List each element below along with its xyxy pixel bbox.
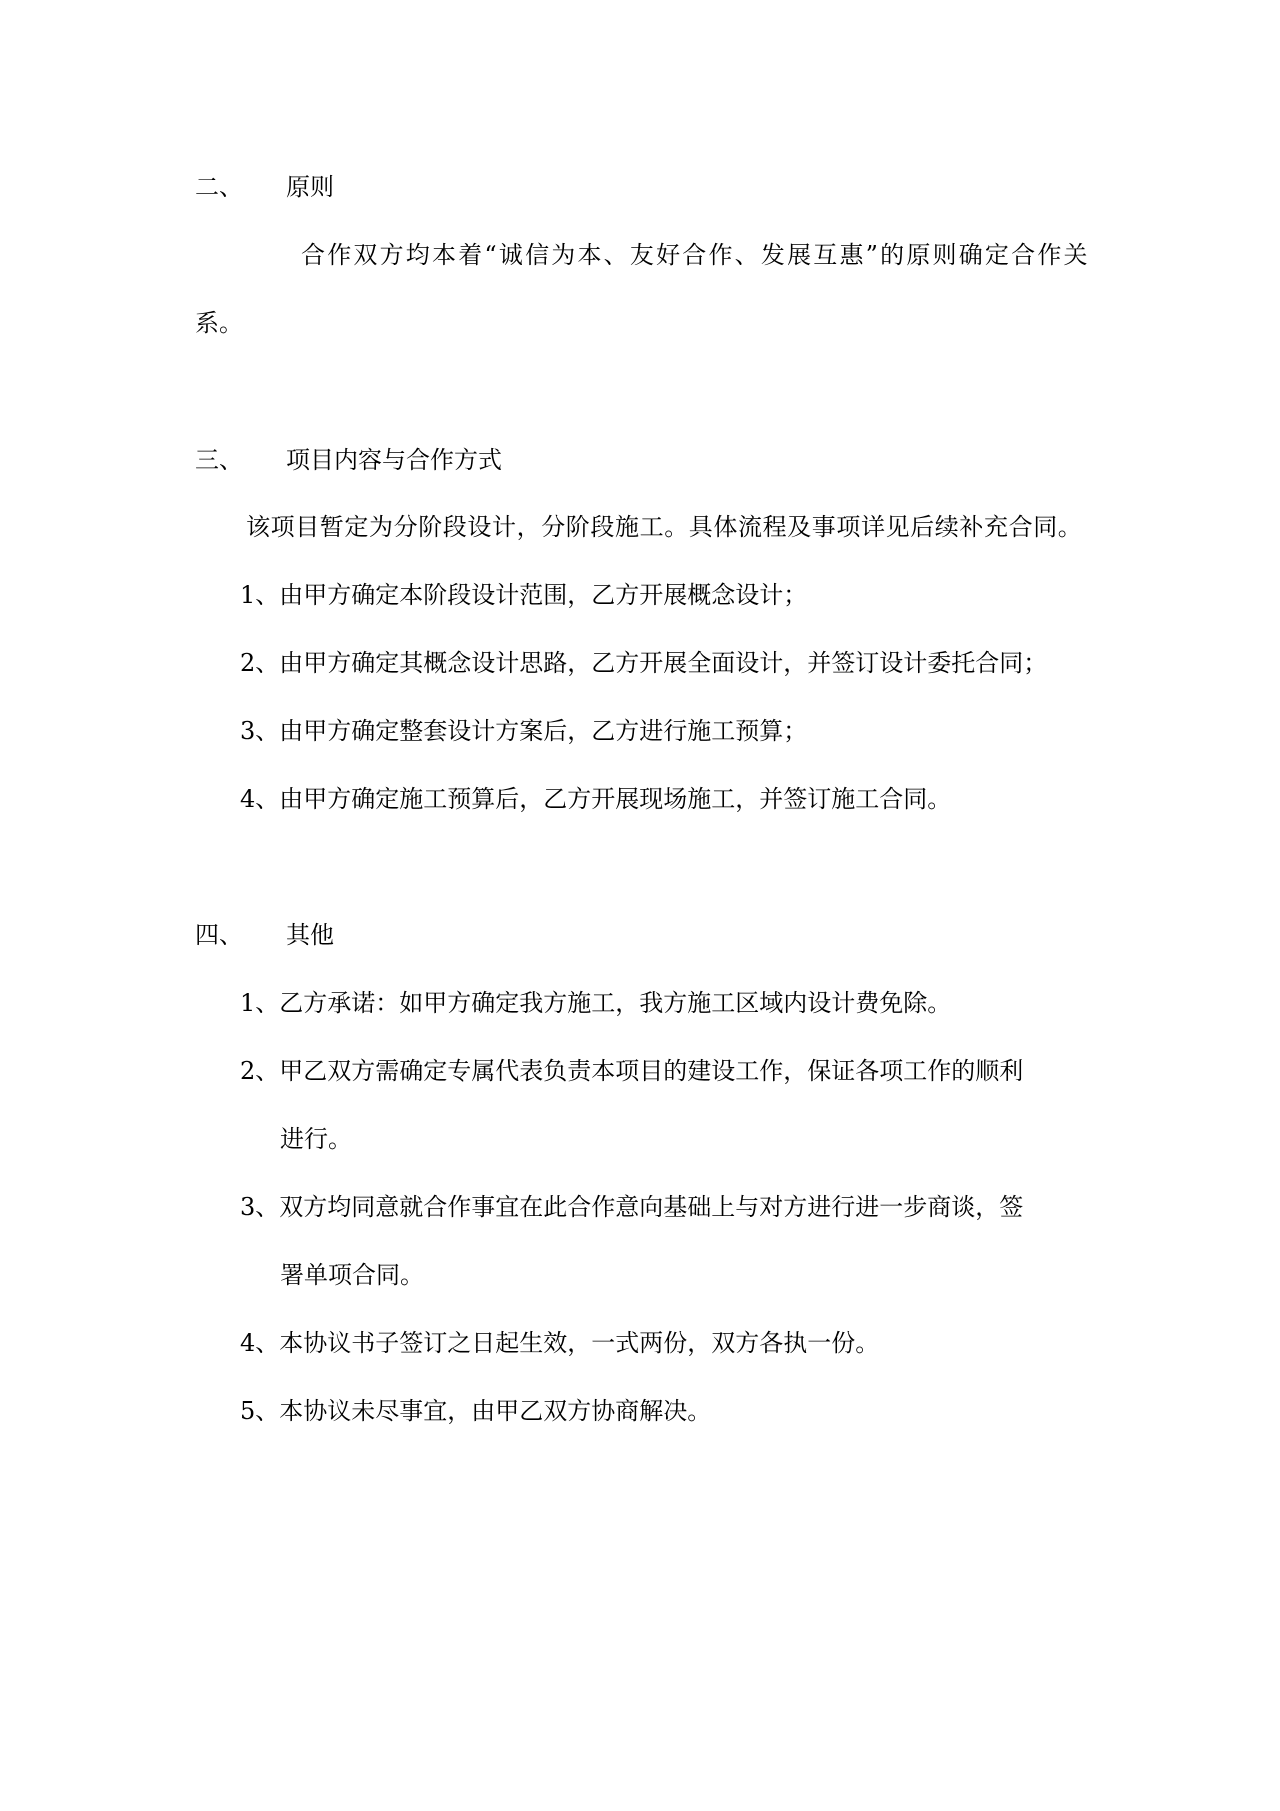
list-item: 3、由甲方确定整套设计方案后，乙方进行施工预算；	[240, 717, 808, 745]
section-heading	[0, 172, 1280, 202]
section-heading	[0, 445, 1280, 475]
section-number: 三、	[195, 446, 243, 474]
list-item-continuation: 署单项合同。	[280, 1261, 424, 1289]
list-item: 1、乙方承诺：如甲方确定我方施工，我方施工区域内设计费免除。	[240, 989, 952, 1017]
list-item: 1、由甲方确定本阶段设计范围，乙方开展概念设计；	[240, 581, 808, 609]
section-title: 项目内容与合作方式	[286, 446, 502, 474]
list-item: 2、由甲方确定其概念设计思路，乙方开展全面设计，并签订设计委托合同；	[240, 649, 1048, 677]
list-item: 2、甲乙双方需确定专属代表负责本项目的建设工作，保证各项工作的顺利	[240, 1057, 1024, 1085]
list-item-continuation: 进行。	[280, 1125, 352, 1153]
section-number: 四、	[195, 921, 243, 949]
paragraph-line: 合作双方均本着“诚信为本、友好合作、发展互惠”的原则确定合作关	[301, 241, 1090, 269]
section-title: 其他	[286, 921, 334, 949]
paragraph-line: 系。	[195, 309, 243, 337]
list-item: 4、由甲方确定施工预算后，乙方开展现场施工，并签订施工合同。	[240, 785, 952, 813]
paragraph-line: 该项目暂定为分阶段设计，分阶段施工。具体流程及事项详见后续补充合同。	[246, 513, 1083, 541]
list-item: 5、本协议未尽事宜，由甲乙双方协商解决。	[240, 1397, 712, 1425]
section-title: 原则	[286, 173, 334, 201]
section-heading	[0, 920, 1280, 950]
section-number: 二、	[195, 173, 243, 201]
list-item: 4、本协议书子签订之日起生效，一式两份，双方各执一份。	[240, 1329, 880, 1357]
list-item: 3、双方均同意就合作事宜在此合作意向基础上与对方进行进一步商谈，签	[240, 1193, 1024, 1221]
